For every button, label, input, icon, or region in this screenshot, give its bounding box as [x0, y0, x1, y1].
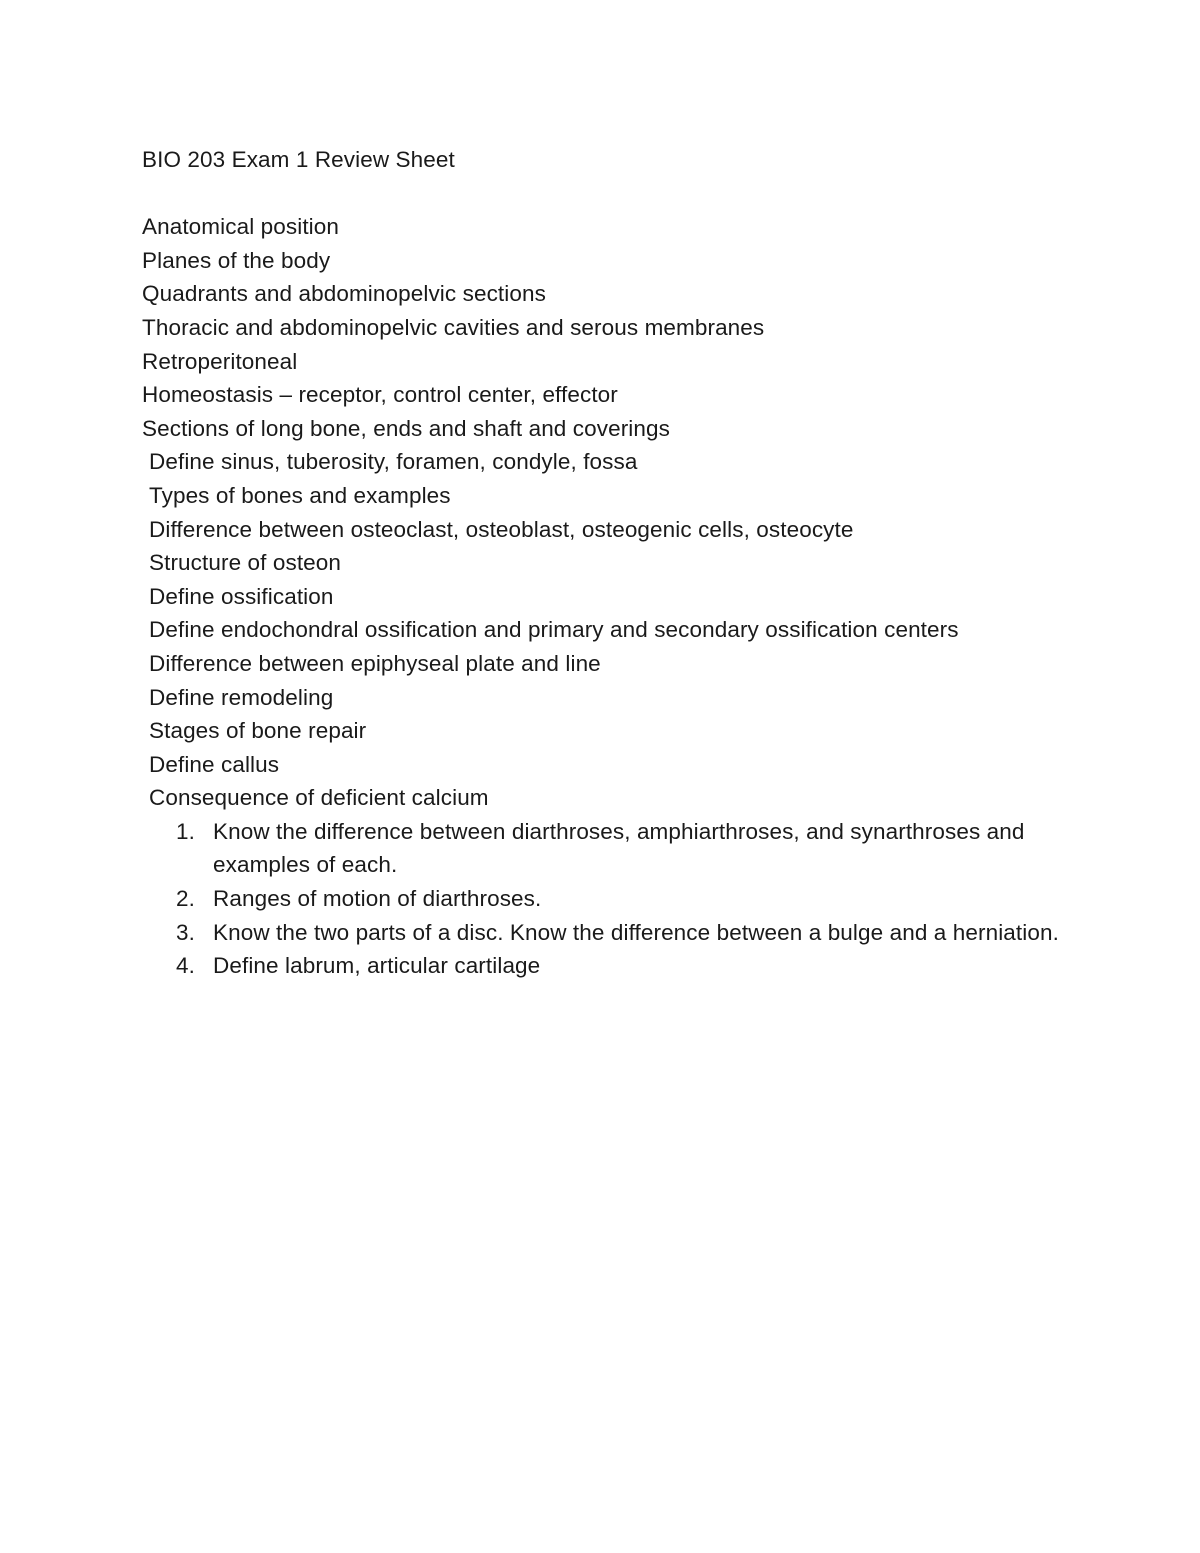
- page-title: BIO 203 Exam 1 Review Sheet: [142, 147, 455, 172]
- indented-topic-line: Define callus: [149, 751, 280, 777]
- topic-line: Quadrants and abdominopelvic sections: [142, 281, 546, 307]
- numbered-list-item: [142, 916, 1102, 950]
- indented-topic-line: Consequence of deficient calcium: [149, 785, 489, 811]
- topic-line: Planes of the body: [142, 247, 331, 273]
- numbered-list-item: [142, 949, 1102, 983]
- indented-topic-line: Difference between osteoclast, osteoblast, osteogenic cells, osteocyte: [149, 516, 854, 542]
- numbered-list: [142, 815, 1102, 983]
- indented-topic-line: Define sinus, tuberosity, foramen, condyle, fossa: [149, 449, 638, 475]
- list-number: 4.: [176, 953, 195, 979]
- document-body: [142, 143, 1102, 983]
- indented-topic-line: Define endochondral ossification and primary and secondary ossification centers: [149, 617, 959, 643]
- list-number: 3.: [176, 919, 195, 945]
- list-item-text: Know the two parts of a disc. Know the difference between a bulge and a herniation.: [213, 919, 1059, 945]
- topic-line: Anatomical position: [142, 214, 340, 240]
- numbered-list-item: [142, 815, 1102, 882]
- list-item-text: Ranges of motion of diarthroses.: [213, 886, 542, 912]
- blank-line: [142, 177, 1102, 211]
- indented-topic-line: Define remodeling: [149, 684, 334, 710]
- indented-topic-line: Types of bones and examples: [149, 482, 451, 508]
- indented-topic-line: Stages of bone repair: [149, 718, 367, 744]
- topic-line: Thoracic and abdominopelvic cavities and serous membranes: [142, 314, 765, 340]
- list-number: 2.: [176, 886, 195, 912]
- numbered-list-item: [142, 882, 1102, 916]
- list-number: 1.: [176, 818, 195, 844]
- topic-line: Retroperitoneal: [142, 348, 298, 374]
- indented-topic-line: Define ossification: [149, 583, 334, 609]
- indented-topic-line: Structure of osteon: [149, 550, 342, 576]
- list-item-text: Define labrum, articular cartilage: [213, 953, 541, 979]
- indented-topic-line: Difference between epiphyseal plate and line: [149, 650, 601, 676]
- list-item-text: Know the difference between diarthroses, amphiarthroses, and synarthroses and examples of each.: [213, 818, 1025, 878]
- topic-line: Sections of long bone, ends and shaft and coverings: [142, 415, 670, 441]
- topic-line: Homeostasis – receptor, control center, effector: [142, 382, 618, 408]
